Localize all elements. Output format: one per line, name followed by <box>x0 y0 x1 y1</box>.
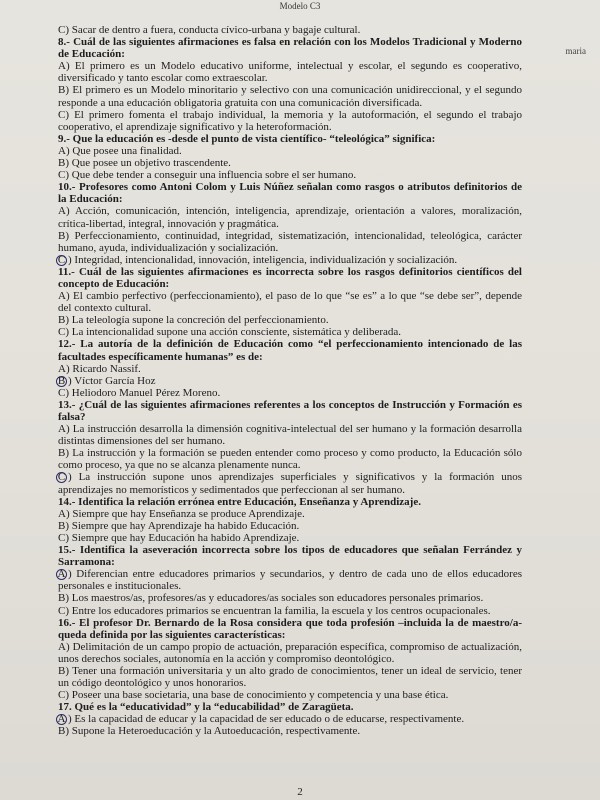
answer-option: A) Acción, comunicación, intención, inteligencia, aprendizaje, orientación a valores, moralización, crítica-libertad, integral, innovación y pragmática. <box>58 205 522 230</box>
answer-option: B) Tener una formación universitaria y un alto grado de conocimientos, tener un ideal de servicio, tener un código deontológico y unos honorarios. <box>58 664 522 690</box>
question-list <box>58 24 522 738</box>
question-text: 11.- Cuál de las siguientes afirmaciones es incorrecta sobre los rasgos definitorios científicos del concepto de Educación: <box>58 265 522 290</box>
question-text: 14.- Identifica la relación errónea entre Educación, Enseñanza y Aprendizaje. <box>58 495 421 508</box>
page-header: Modelo C3 <box>279 1 321 11</box>
answer-option: C) La intencionalidad supone una acción consciente, sistemática y deliberada. <box>58 326 402 339</box>
question-text: 10.- Profesores como Antoni Colom y Luis Núñez señalan como rasgos o atributos definitorios de la Educación: <box>58 181 522 206</box>
circled-answer-mark: C <box>57 471 66 484</box>
question-text: 8.- Cuál de las siguientes afirmaciones es falsa en relación con los Modelos Tradicional y Moderno de Educación: <box>58 36 522 61</box>
margin-note: maria <box>565 46 586 56</box>
answer-option: B) Siempre que hay Aprendizaje ha habido Educación. <box>58 519 300 532</box>
answer-option: B) Supone la Heteroeducación y la Autoeducación, respectivamente. <box>58 725 361 738</box>
answer-option: C) Sacar de dentro a fuera, conducta cívico-urbana y bagaje cultural. <box>58 24 361 36</box>
answer-option-text: ) Diferencian entre educadores primarios y secundarios, y dentro de cada uno de ellos educadores personales e institucionales. <box>58 568 522 593</box>
answer-option-text: ) La instrucción supone unos aprendizajes superficiales y significativos y la formación unos aprendizajes no memorísticos y sedimentados que perfeccionan al ser humano. <box>58 471 522 496</box>
answer-option: C) Siempre que hay Educación ha habido Aprendizaje. <box>58 531 300 544</box>
answer-option-text: ) Es la capacidad de educar y la capacidad de ser educado o de educarse, respectivamente. <box>68 713 465 726</box>
answer-option: A) Delimitación de un campo propio de actuación, preparación específica, compromiso de actualización, unos derechos sociales, autonomía en la acción y compromiso deontológico. <box>58 640 522 665</box>
answer-option <box>58 254 522 266</box>
answer-option: A) Siempre que hay Enseñanza se produce Aprendizaje. <box>58 507 305 520</box>
answer-option: A) La instrucción desarrolla la dimensión cognitiva-intelectual del ser humano y la formación desarrolla distintas dimensiones del ser humano. <box>58 423 522 448</box>
answer-option <box>58 568 522 592</box>
answer-option: A) El cambio perfectivo (perfeccionamiento), el paso de lo que “se es” a lo que “se debe ser”, depende del contexto cultural. <box>58 290 522 315</box>
circled-answer-mark: A <box>57 568 66 581</box>
answer-option: A) Ricardo Nassif. <box>58 362 141 375</box>
question-text: 12.- La autoría de la definición de Educación como “el perfeccionamiento intencionado de las facultades específicamente humanas” es de: <box>58 338 522 363</box>
question-text: 16.- El profesor Dr. Bernardo de la Rosa considera que toda profesión –incluida la de maestro/a- queda definida por las siguientes características: <box>58 616 522 641</box>
answer-option: B) La instrucción y la formación se pueden entender como proceso y como producto, la Educación sólo como proceso, ya que no se alcanza plenamente nunca. <box>58 447 522 472</box>
answer-option: C) Entre los educadores primarios se encuentran la familia, la escuela y los centros ocupacionales. <box>58 604 491 617</box>
question-text: 15.- Identifica la aseveración incorrecta sobre los tipos de educadores que señalan Ferrández y Sarramona: <box>58 544 522 569</box>
answer-option: B) El primero es un Modelo minoritario y selectivo con una comunicación unidireccional, y el segundo responde a una educación obligatoria gratuita con una comunicación diversificada. <box>58 84 522 109</box>
answer-option: B) La teleología supone la concreción del perfeccionamiento. <box>58 314 329 327</box>
question-text: 9.- Que la educación es -desde el punto de vista científico- “teleológica” significa: <box>58 132 436 145</box>
answer-option <box>58 375 522 387</box>
answer-option: A) El primero es un Modelo educativo uniforme, intelectual y escolar, el segundo es cooperativo, diversificado y tanto escolar como extraescolar. <box>58 60 522 85</box>
question-text: 17. Qué es la “educatividad” y la “educabilidad” de Zaragüeta. <box>58 701 354 714</box>
circled-answer-mark: A <box>57 713 66 726</box>
answer-option: C) Poseer una base societaria, una base de conocimiento y competencia y una base ética. <box>58 689 449 702</box>
question-text: 13.- ¿Cuál de las siguientes afirmaciones referentes a los conceptos de Instrucción y Formación es falsa? <box>58 398 522 423</box>
page-number: 2 <box>297 786 303 798</box>
answer-option <box>58 471 522 495</box>
answer-option-text: ) Integridad, intencionalidad, innovación, inteligencia, individualización y socialización. <box>68 253 458 266</box>
answer-option: B) Que posee un objetivo trascendente. <box>58 157 231 170</box>
answer-option: B) Perfeccionamiento, continuidad, integridad, sistematización, intencionalidad, teleológica, carácter humano, ayuda, individualización y socialización. <box>58 229 522 254</box>
answer-option-text: ) Víctor García Hoz <box>68 374 156 387</box>
answer-option: C) El primero fomenta el trabajo individual, la memoria y la autoformación, el segundo el trabajo cooperativo, el aprendizaje significativo y la heteroformación. <box>58 108 522 133</box>
answer-option <box>58 713 522 725</box>
answer-option: A) Que posee una finalidad. <box>58 144 182 157</box>
answer-option: C) Heliodoro Manuel Pérez Moreno. <box>58 386 221 399</box>
answer-option: C) Que debe tender a conseguir una influencia sobre el ser humano. <box>58 169 357 182</box>
circled-answer-mark: B <box>57 374 66 387</box>
circled-answer-mark: C <box>57 253 66 266</box>
answer-option: B) Los maestros/as, profesores/as y educadores/as sociales son educadores personales primarios. <box>58 592 484 605</box>
